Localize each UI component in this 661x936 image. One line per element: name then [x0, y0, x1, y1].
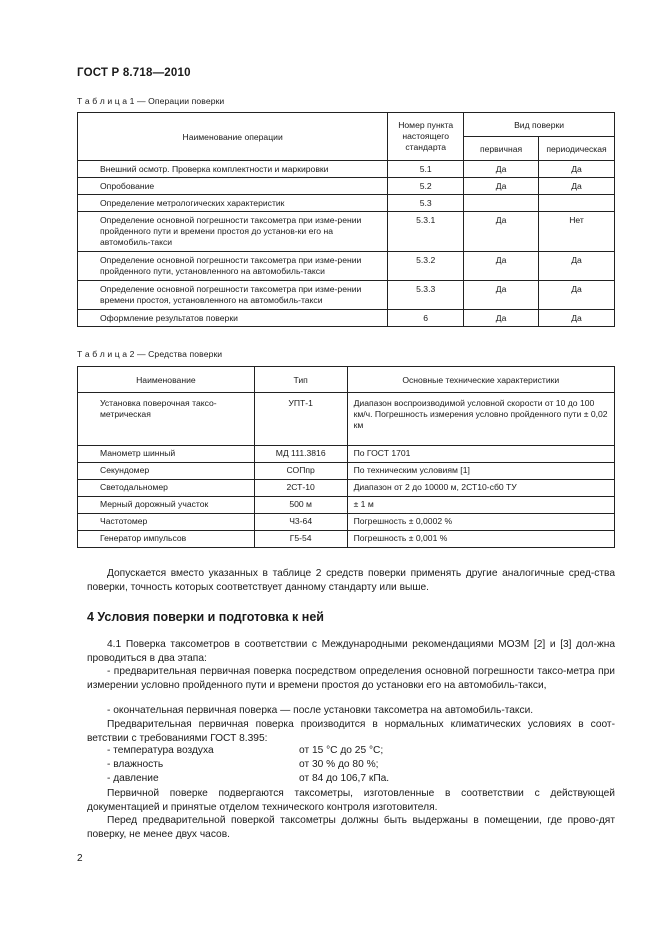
page-number: 2	[77, 853, 83, 864]
table-row	[78, 514, 615, 531]
table1-cell-primary: Да	[464, 178, 539, 195]
table1-cell-periodic	[539, 195, 615, 212]
table1-cell-periodic: Да	[539, 252, 615, 281]
condition-temperature-label: - температура воздуха	[107, 745, 214, 756]
paragraph-climate-conditions: Предварительная первичная поверка производится в нормальных климатических условиях в соот-ветствии с требованиями ГОСТ 8.395:	[87, 719, 615, 744]
table2-cell-specs: По ГОСТ 1701	[347, 446, 614, 463]
paragraph-4-1: 4.1 Поверка таксометров в соответствии с Международными рекомендациями МОЗМ [2] и [3] дол-жна проводиться в два этапа:	[87, 639, 615, 664]
document-header: ГОСТ Р 8.718—2010	[77, 67, 191, 79]
table2-cell-specs: Диапазон воспроизводимой условной скорости от 10 до 100 км/ч. Погрешность измерения условно пройденного пути ± 0,02 км	[347, 393, 614, 446]
table1-cell-operation: Определение основной погрешности таксометра при изме-рении пройденного пути, установленного на автомобиль-такси	[78, 252, 388, 281]
table2-cell-name: Частотомер	[78, 514, 255, 531]
table2-cell-name: Секундомер	[78, 463, 255, 480]
table1-cell-primary: Да	[464, 161, 539, 178]
table1-cell-primary: Да	[464, 310, 539, 327]
table1-cell-operation: Определение метрологических характеристик	[78, 195, 388, 212]
table2-cell-name: Мерный дорожный участок	[78, 497, 255, 514]
table1-cell-operation: Опробование	[78, 178, 388, 195]
table1-cell-clause: 6	[388, 310, 464, 327]
table2-cell-name: Установка поверочная таксо-метрическая	[78, 393, 255, 446]
table-row	[78, 212, 615, 252]
table1-operations	[77, 112, 615, 327]
table2-cell-type: 500 м	[254, 497, 347, 514]
table2-cell-specs: Погрешность ± 0,001 %	[347, 531, 614, 548]
table2-caption: Т а б л и ц а 2 — Средства поверки	[77, 349, 223, 359]
table-row	[78, 178, 615, 195]
table-row	[78, 252, 615, 281]
condition-temperature-value: от 15 °С до 25 °С;	[299, 745, 384, 756]
table-row	[78, 446, 615, 463]
table1-cell-clause: 5.3.3	[388, 281, 464, 310]
table2-cell-name: Манометр шинный	[78, 446, 255, 463]
table2-cell-type: 2СТ-10	[254, 480, 347, 497]
table1-cell-primary: Да	[464, 252, 539, 281]
table2-cell-specs: По техническим условиям [1]	[347, 463, 614, 480]
table1-cell-primary: Да	[464, 212, 539, 252]
paragraph-acclimatization: Перед предварительной поверкой таксометры должны быть выдержаны в помещении, где прово-дят поверку, не менее двух часов.	[87, 815, 615, 840]
table1-header-operation: Наименование операции	[78, 113, 388, 161]
table-row	[78, 531, 615, 548]
table1-cell-periodic: Да	[539, 161, 615, 178]
table-row	[78, 393, 615, 446]
section-4-heading: 4 Условия поверки и подготовка к ней	[87, 610, 324, 624]
table1-header-kind: Вид поверки	[464, 113, 615, 137]
table1-header-periodic: периодическая	[539, 137, 615, 161]
table-row	[78, 497, 615, 514]
paragraph-allowed-substitutes: Допускается вместо указанных в таблице 2 средств поверки применять другие аналогичные сред-ства поверки, точность которых соответствует данному стандарту или выше.	[87, 568, 615, 593]
condition-pressure-value: от 84 до 106,7 кПа.	[299, 773, 390, 784]
table-row	[78, 195, 615, 212]
table2-header-specs: Основные технические характеристики	[347, 367, 614, 393]
table2-cell-specs: ± 1 м	[347, 497, 614, 514]
table1-cell-operation: Оформление результатов поверки	[78, 310, 388, 327]
condition-humidity-label: - влажность	[107, 759, 164, 770]
paragraph-preliminary-verification: - предварительная первичная поверка посредством определения основной погрешности таксо-метра при измерении условно пройденного пути и времени простоя до установки его на автомобиль-такси,	[87, 666, 615, 691]
table1-header-primary: первичная	[464, 137, 539, 161]
table2-header-type: Тип	[254, 367, 347, 393]
table-row	[78, 463, 615, 480]
table1-cell-operation: Определение основной погрешности таксометра при изме-рении пройденного пути и времени простоя до установ-ки его на автомобиль-такси	[78, 212, 388, 252]
table2-cell-type: Ч3-64	[254, 514, 347, 531]
table2-cell-specs: Погрешность ± 0,0002 %	[347, 514, 614, 531]
paragraph-final-verification: - окончательная первичная поверка — после установки таксометра на автомобиль-такси.	[107, 705, 534, 716]
paragraph-primary-verification: Первичной поверке подвергаются таксометры, изготовленные в соответствии с действующей документацией и принятые отделом технического контроля изготовителя.	[87, 788, 615, 813]
table1-cell-periodic: Да	[539, 178, 615, 195]
table1-cell-clause: 5.3.1	[388, 212, 464, 252]
table1-caption: Т а б л и ц а 1 — Операции поверки	[77, 96, 225, 106]
table2-cell-type: УПТ-1	[254, 393, 347, 446]
table1-cell-periodic: Нет	[539, 212, 615, 252]
table1-cell-clause: 5.3	[388, 195, 464, 212]
table-row	[78, 310, 615, 327]
table1-cell-clause: 5.2	[388, 178, 464, 195]
table1-cell-clause: 5.3.2	[388, 252, 464, 281]
table-row	[78, 480, 615, 497]
condition-pressure-label: - давление	[107, 773, 159, 784]
table2-cell-type: МД 111.3816	[254, 446, 347, 463]
table2-cell-type: СОПпр	[254, 463, 347, 480]
table1-cell-operation: Определение основной погрешности таксометра при изме-рении времени простоя, установленного на автомобиль-такси	[78, 281, 388, 310]
table1-cell-clause: 5.1	[388, 161, 464, 178]
table1-cell-operation: Внешний осмотр. Проверка комплектности и маркировки	[78, 161, 388, 178]
table-row	[78, 161, 615, 178]
table2-instruments	[77, 366, 615, 548]
table1-cell-periodic: Да	[539, 281, 615, 310]
table1-cell-periodic: Да	[539, 310, 615, 327]
table2-header-name: Наименование	[78, 367, 255, 393]
table1-header-clause: Номер пункта настоящего стандарта	[388, 113, 464, 161]
table2-cell-type: Г5-54	[254, 531, 347, 548]
table2-cell-specs: Диапазон от 2 до 10000 м, 2СТ10-сб0 ТУ	[347, 480, 614, 497]
table1-cell-primary: Да	[464, 281, 539, 310]
table2-cell-name: Генератор импульсов	[78, 531, 255, 548]
table2-cell-name: Светодальномер	[78, 480, 255, 497]
table-row	[78, 281, 615, 310]
condition-humidity-value: от 30 % до 80 %;	[299, 759, 379, 770]
table1-cell-primary	[464, 195, 539, 212]
